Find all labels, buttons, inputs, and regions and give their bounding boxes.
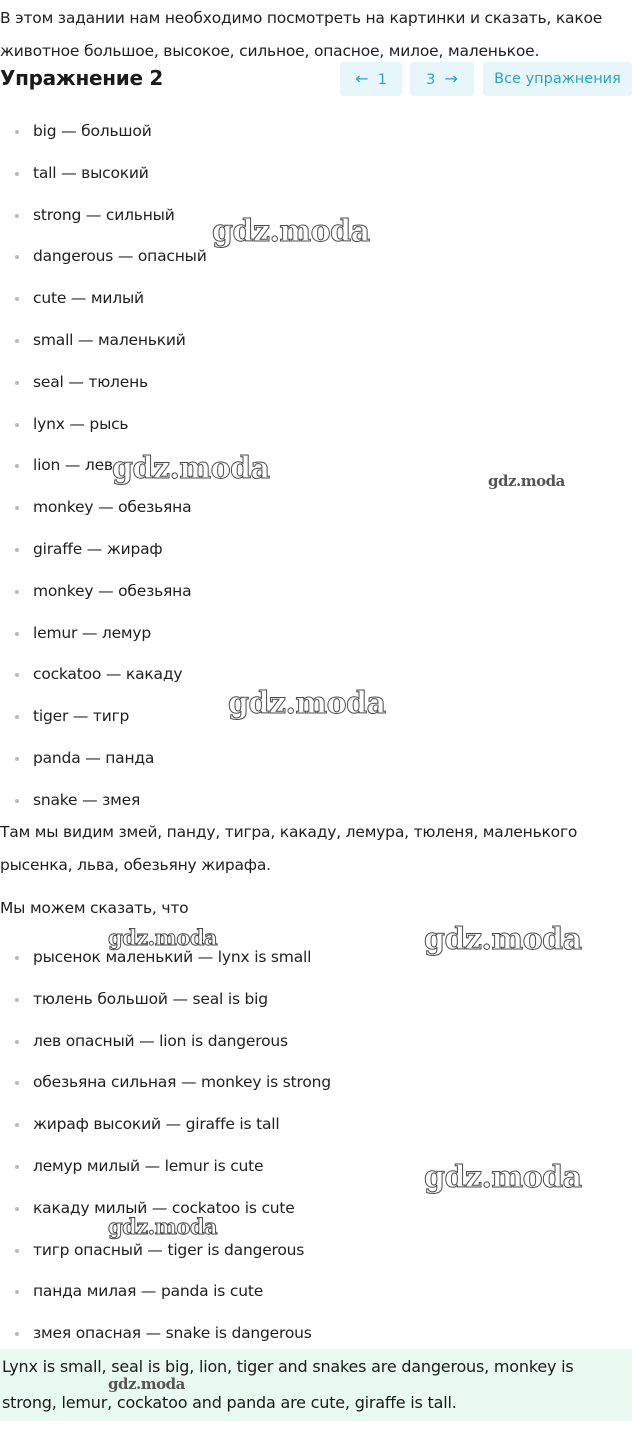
list-item-text: cute — милый	[33, 289, 144, 308]
bullet-icon	[15, 799, 19, 803]
list-item-text: seal — тюлень	[33, 372, 148, 391]
list-item	[0, 988, 632, 1030]
list-item	[0, 329, 632, 371]
list-item	[0, 1113, 632, 1155]
paragraph-animals-seen: Там мы видим змей, панду, тигра, какаду, лемура, тюленя, маленького рысенка, льва, обезьяну жирафа.	[0, 823, 578, 874]
list-item-text: panda — панда	[33, 748, 155, 767]
list-item-text: lemur — лемур	[33, 623, 152, 642]
list-item	[0, 1239, 632, 1281]
list-item-text: lion — лев	[33, 456, 113, 475]
list-item	[0, 162, 632, 204]
bullet-icon	[15, 297, 19, 301]
bullet-icon	[15, 998, 19, 1002]
bullet-icon	[15, 548, 19, 552]
list-item-text: рысенок маленький — lynx is small	[33, 948, 312, 966]
prev-exercise-button[interactable]	[340, 62, 402, 96]
list-item-text: strong — сильный	[33, 205, 175, 224]
bullet-icon	[15, 130, 19, 134]
list-item	[0, 1030, 632, 1072]
list-item-text: обезьяна сильная — monkey is strong	[33, 1073, 331, 1092]
watermark: gdz.moda	[108, 1375, 185, 1393]
bullet-icon	[15, 956, 19, 960]
bullet-icon	[15, 757, 19, 761]
all-exercises-button[interactable]: Все упражнения	[483, 62, 632, 96]
list-item	[0, 538, 632, 580]
list-item	[0, 622, 632, 664]
paragraph-we-can-say: Мы можем сказать, что	[0, 899, 189, 917]
prev-exercise-label: 1	[377, 72, 387, 88]
watermark: gdz.moda	[424, 922, 582, 957]
phrases-list	[0, 946, 632, 1364]
list-item-text: small — маленький	[33, 330, 186, 349]
arrow-right-icon: →	[444, 69, 458, 88]
list-item-text: панда милая — panda is cute	[33, 1282, 264, 1301]
watermark: gdz.moda	[108, 925, 218, 950]
bullet-icon	[15, 632, 19, 636]
bullet-icon	[15, 1332, 19, 1336]
bullet-icon	[15, 1123, 19, 1127]
list-item-text: giraffe — жираф	[33, 539, 163, 558]
list-item-text: какаду милый — cockatoo is cute	[33, 1198, 295, 1217]
list-item	[0, 287, 632, 329]
watermark: gdz.moda	[424, 1160, 582, 1195]
bullet-icon	[15, 590, 19, 594]
bullet-icon	[15, 715, 19, 719]
list-item-text: змея опасная — snake is dangerous	[33, 1324, 312, 1343]
watermark: gdz.moda	[112, 451, 270, 486]
bullet-icon	[15, 1290, 19, 1294]
bullet-icon	[15, 423, 19, 427]
list-item-text: тюлень большой — seal is big	[33, 989, 268, 1008]
bullet-icon	[15, 255, 19, 259]
list-item-text: monkey — обезьяна	[33, 498, 192, 517]
next-exercise-button[interactable]	[410, 62, 474, 96]
exercise-header	[0, 62, 632, 98]
bullet-icon	[15, 673, 19, 677]
list-item	[0, 580, 632, 622]
list-item-text: tall — высокий	[33, 163, 149, 182]
watermark: gdz.moda	[212, 214, 370, 249]
bullet-icon	[15, 214, 19, 218]
bullet-icon	[15, 339, 19, 343]
list-item	[0, 1071, 632, 1113]
intro-text: В этом задании нам необходимо посмотреть на картинки и сказать, какое животное большое, высокое, сильное, опасное, милое, маленькое.	[0, 9, 603, 60]
list-item-text: лев опасный — lion is dangerous	[33, 1031, 288, 1050]
list-item	[0, 747, 632, 789]
arrow-left-icon: ←	[355, 69, 369, 88]
bullet-icon	[15, 1207, 19, 1211]
list-item	[0, 496, 632, 538]
list-item	[0, 120, 632, 162]
next-exercise-label: 3	[426, 72, 436, 88]
list-item-text: лемур милый — lemur is cute	[33, 1156, 264, 1175]
list-item-text: tiger — тигр	[33, 707, 130, 726]
bullet-icon	[15, 1040, 19, 1044]
list-item-text: жираф высокий — giraffe is tall	[33, 1115, 280, 1134]
bullet-icon	[15, 381, 19, 385]
list-item	[0, 1280, 632, 1322]
watermark: gdz.moda	[108, 1214, 218, 1239]
watermark: gdz.moda	[488, 472, 565, 490]
list-item	[0, 245, 632, 287]
watermark: gdz.moda	[228, 686, 386, 721]
list-item-text: snake — змея	[33, 790, 141, 809]
bullet-icon	[15, 1081, 19, 1085]
list-item-text: monkey — обезьяна	[33, 581, 192, 600]
list-item-text: lynx — рысь	[33, 414, 129, 433]
bullet-icon	[15, 172, 19, 176]
list-item-text: big — большой	[33, 122, 152, 140]
bullet-icon	[15, 1249, 19, 1253]
bullet-icon	[15, 1165, 19, 1169]
bullet-icon	[15, 506, 19, 510]
list-item	[0, 371, 632, 413]
answer-box: Lynx is small, seal is big, lion, tiger and snakes are dangerous, monkey is strong, lemur, cockatoo and panda are cute, giraffe is tall.	[0, 1349, 632, 1421]
list-item-text: dangerous — опасный	[33, 247, 207, 266]
list-item	[0, 1197, 632, 1239]
exercise-title: Упражнение 2	[0, 66, 164, 90]
list-item-text: cockatoo — какаду	[33, 665, 183, 684]
bullet-icon	[15, 464, 19, 468]
list-item	[0, 413, 632, 455]
list-item-text: тигр опасный — tiger is dangerous	[33, 1240, 305, 1259]
